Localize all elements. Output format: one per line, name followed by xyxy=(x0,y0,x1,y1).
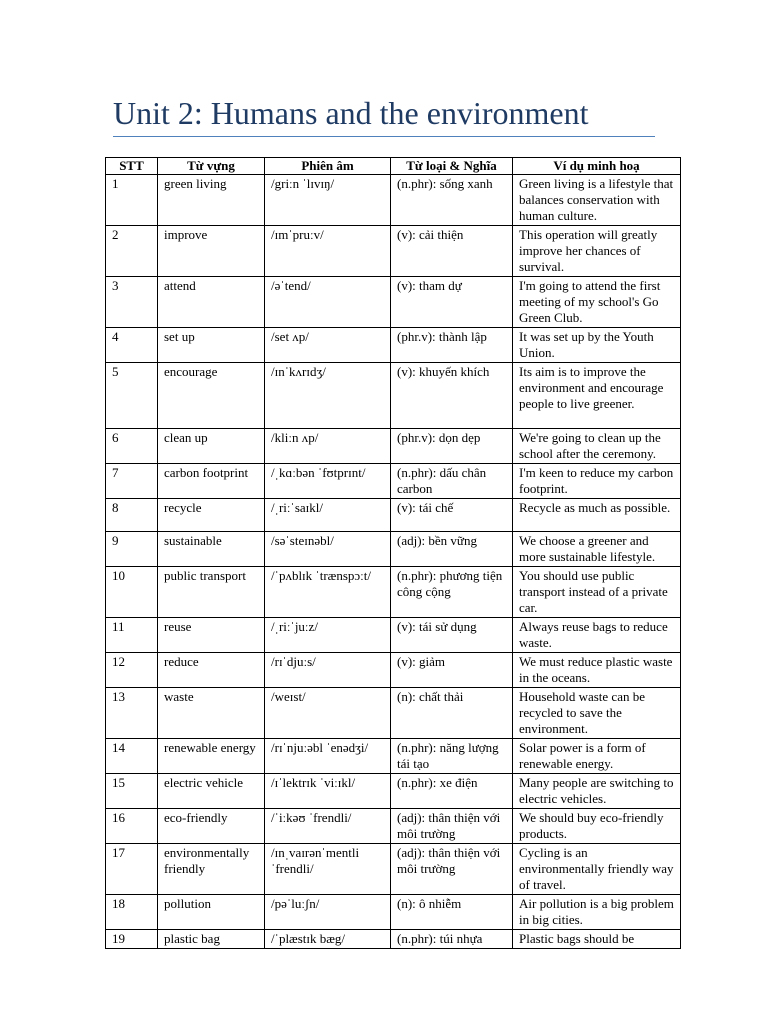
cell-stt: 6 xyxy=(106,429,158,464)
cell-ipa: /ɪˈlektrɪk ˈviːɪkl/ xyxy=(265,774,391,809)
cell-word: attend xyxy=(158,277,265,328)
cell-meaning: (adj): thân thiện với môi trường xyxy=(391,844,513,895)
cell-example: Air pollution is a big problem in big cities. xyxy=(513,895,681,930)
cell-ipa: /set ʌp/ xyxy=(265,328,391,363)
header-ipa: Phiên âm xyxy=(265,158,391,175)
table-row xyxy=(106,567,681,618)
table-row xyxy=(106,653,681,688)
cell-example: Green living is a lifestyle that balances conservation with human culture. xyxy=(513,175,681,226)
cell-ipa: /griːn ˈlɪvɪŋ/ xyxy=(265,175,391,226)
cell-stt: 13 xyxy=(106,688,158,739)
table-row xyxy=(106,844,681,895)
header-stt: STT xyxy=(106,158,158,175)
cell-word: green living xyxy=(158,175,265,226)
cell-ipa: /ɪnˌvaɪrənˈmentli ˈfrendli/ xyxy=(265,844,391,895)
cell-ipa: /ɪnˈkʌrɪdʒ/ xyxy=(265,363,391,429)
cell-ipa: /ˌriːˈsaɪkl/ xyxy=(265,499,391,532)
cell-example: Always reuse bags to reduce waste. xyxy=(513,618,681,653)
cell-stt: 1 xyxy=(106,175,158,226)
cell-stt: 16 xyxy=(106,809,158,844)
cell-word: electric vehicle xyxy=(158,774,265,809)
cell-ipa: /rɪˈnjuːəbl ˈenədʒi/ xyxy=(265,739,391,774)
cell-meaning: (n.phr): túi nhựa xyxy=(391,930,513,949)
cell-word: public transport xyxy=(158,567,265,618)
cell-ipa: /ˌkɑːbən ˈfʊtprɪnt/ xyxy=(265,464,391,499)
cell-word: carbon footprint xyxy=(158,464,265,499)
cell-word: encourage xyxy=(158,363,265,429)
cell-example: This operation will greatly improve her chances of survival. xyxy=(513,226,681,277)
cell-meaning: (v): tái chế xyxy=(391,499,513,532)
cell-stt: 12 xyxy=(106,653,158,688)
table-row xyxy=(106,930,681,949)
cell-meaning: (n.phr): năng lượng tái tạo xyxy=(391,739,513,774)
table-body xyxy=(106,175,681,949)
cell-meaning: (v): giảm xyxy=(391,653,513,688)
table-row xyxy=(106,226,681,277)
table-row xyxy=(106,328,681,363)
table-row xyxy=(106,809,681,844)
cell-meaning: (adj): bền vững xyxy=(391,532,513,567)
cell-example: Solar power is a form of renewable energy. xyxy=(513,739,681,774)
table-row xyxy=(106,532,681,567)
cell-meaning: (n): chất thải xyxy=(391,688,513,739)
cell-word: set up xyxy=(158,328,265,363)
cell-meaning: (phr.v): thành lập xyxy=(391,328,513,363)
cell-example: Recycle as much as possible. xyxy=(513,499,681,532)
cell-stt: 15 xyxy=(106,774,158,809)
cell-meaning: (n.phr): sống xanh xyxy=(391,175,513,226)
cell-word: sustainable xyxy=(158,532,265,567)
cell-word: pollution xyxy=(158,895,265,930)
cell-meaning: (phr.v): dọn dẹp xyxy=(391,429,513,464)
table-row xyxy=(106,499,681,532)
cell-ipa: /weɪst/ xyxy=(265,688,391,739)
cell-ipa: /ˈiːkəʊ ˈfrendli/ xyxy=(265,809,391,844)
cell-ipa: /kliːn ʌp/ xyxy=(265,429,391,464)
cell-example: Many people are switching to electric vehicles. xyxy=(513,774,681,809)
cell-word: recycle xyxy=(158,499,265,532)
cell-stt: 4 xyxy=(106,328,158,363)
table-header-row xyxy=(106,158,681,175)
header-meaning: Từ loại & Nghĩa xyxy=(391,158,513,175)
cell-ipa: /əˈtend/ xyxy=(265,277,391,328)
header-word: Từ vựng xyxy=(158,158,265,175)
cell-word: reduce xyxy=(158,653,265,688)
cell-stt: 9 xyxy=(106,532,158,567)
cell-stt: 2 xyxy=(106,226,158,277)
title-underline xyxy=(113,136,655,137)
table-row xyxy=(106,774,681,809)
cell-stt: 10 xyxy=(106,567,158,618)
cell-ipa: /rɪˈdjuːs/ xyxy=(265,653,391,688)
cell-example: Its aim is to improve the environment and encourage people to live greener. xyxy=(513,363,681,429)
cell-example: Plastic bags should be xyxy=(513,930,681,949)
vocabulary-table xyxy=(105,157,681,949)
page-title: Unit 2: Humans and the environment xyxy=(113,95,589,131)
cell-meaning: (adj): thân thiện với môi trường xyxy=(391,809,513,844)
table-row xyxy=(106,277,681,328)
header-example: Ví dụ minh hoạ xyxy=(513,158,681,175)
cell-example: I'm going to attend the first meeting of my school's Go Green Club. xyxy=(513,277,681,328)
cell-ipa: /səˈsteɪnəbl/ xyxy=(265,532,391,567)
cell-word: plastic bag xyxy=(158,930,265,949)
cell-example: We should buy eco-friendly products. xyxy=(513,809,681,844)
cell-meaning: (v): tái sử dụng xyxy=(391,618,513,653)
cell-stt: 3 xyxy=(106,277,158,328)
cell-stt: 8 xyxy=(106,499,158,532)
cell-stt: 17 xyxy=(106,844,158,895)
table-row xyxy=(106,464,681,499)
cell-example: You should use public transport instead of a private car. xyxy=(513,567,681,618)
cell-word: eco-friendly xyxy=(158,809,265,844)
table-row xyxy=(106,739,681,774)
cell-ipa: /ɪmˈpruːv/ xyxy=(265,226,391,277)
cell-stt: 7 xyxy=(106,464,158,499)
cell-stt: 18 xyxy=(106,895,158,930)
cell-ipa: /ˌriːˈjuːz/ xyxy=(265,618,391,653)
cell-ipa: /ˈplæstɪk bæg/ xyxy=(265,930,391,949)
cell-word: environmentally friendly xyxy=(158,844,265,895)
cell-stt: 19 xyxy=(106,930,158,949)
cell-example: Household waste can be recycled to save the environment. xyxy=(513,688,681,739)
cell-example: We choose a greener and more sustainable lifestyle. xyxy=(513,532,681,567)
cell-meaning: (n.phr): dấu chân carbon xyxy=(391,464,513,499)
cell-stt: 5 xyxy=(106,363,158,429)
cell-word: improve xyxy=(158,226,265,277)
cell-meaning: (n): ô nhiễm xyxy=(391,895,513,930)
cell-word: renewable energy xyxy=(158,739,265,774)
table-row xyxy=(106,363,681,429)
cell-meaning: (v): cải thiện xyxy=(391,226,513,277)
table-row xyxy=(106,429,681,464)
cell-example: I'm keen to reduce my carbon footprint. xyxy=(513,464,681,499)
cell-ipa: /pəˈluːʃn/ xyxy=(265,895,391,930)
cell-meaning: (v): khuyến khích xyxy=(391,363,513,429)
table-row xyxy=(106,895,681,930)
cell-meaning: (n.phr): phương tiện công cộng xyxy=(391,567,513,618)
cell-meaning: (n.phr): xe điện xyxy=(391,774,513,809)
cell-ipa: /ˈpʌblɪk ˈtrænspɔːt/ xyxy=(265,567,391,618)
cell-example: Cycling is an environmentally friendly way of travel. xyxy=(513,844,681,895)
table-row xyxy=(106,688,681,739)
cell-word: waste xyxy=(158,688,265,739)
cell-stt: 14 xyxy=(106,739,158,774)
cell-word: clean up xyxy=(158,429,265,464)
table-row xyxy=(106,175,681,226)
cell-example: We must reduce plastic waste in the oceans. xyxy=(513,653,681,688)
cell-example: It was set up by the Youth Union. xyxy=(513,328,681,363)
cell-stt: 11 xyxy=(106,618,158,653)
cell-example: We're going to clean up the school after the ceremony. xyxy=(513,429,681,464)
cell-meaning: (v): tham dự xyxy=(391,277,513,328)
table-row xyxy=(106,618,681,653)
cell-word: reuse xyxy=(158,618,265,653)
